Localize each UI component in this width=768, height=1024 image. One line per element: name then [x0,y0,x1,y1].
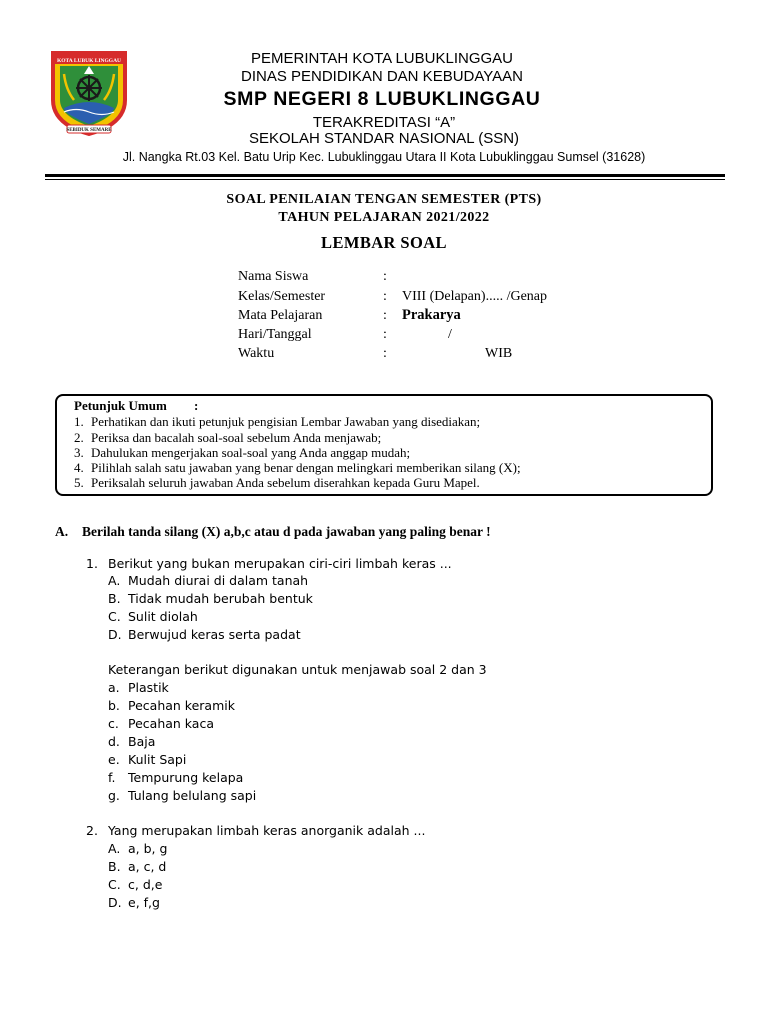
government-line: PEMERINTAH KOTA LUBUKLINGGAU [251,50,513,67]
field-colon: : [383,269,387,284]
field-value-waktu: WIB [485,346,513,361]
reference-key: d. [108,734,120,749]
department-line: DINAS PENDIDIKAN DAN KEBUDAYAAN [240,68,523,85]
option-text: e, f,g [128,895,160,910]
school-name: SMP NEGERI 8 LUBUKLINGGAU [223,88,541,110]
instruction-text: Periksalah seluruh jawaban Anda sebelum diserahkan kepada Guru Mapel. [91,475,480,490]
option-key: B. [108,859,121,874]
reference-text: Kulit Sapi [128,752,187,767]
question-number: 2. [86,823,98,838]
reference-key: e. [108,752,120,767]
option-key: D. [108,895,122,910]
option-key: D. [108,627,122,642]
field-colon: : [383,327,387,342]
field-label-tanggal: Hari/Tanggal [238,327,312,342]
option-key: B. [108,591,121,606]
reference-text: Tempurung kelapa [128,770,244,785]
section-letter: A. [55,524,69,539]
letterhead-divider-thick [45,174,725,177]
option-key: C. [108,609,121,624]
reference-key: a. [108,680,120,695]
instruction-text: Pilihlah salah satu jawaban yang benar dengan melingkari memberikan silang (X); [91,460,521,475]
instruction-text: Periksa dan bacalah soal-soal sebelum Anda menjawab; [91,430,382,445]
field-label-nama: Nama Siswa [238,269,309,284]
option-text: Berwujud keras serta padat [128,627,301,642]
field-colon: : [383,308,387,323]
field-value-kelas: VIII (Delapan)..... /Genap [402,289,547,304]
field-value-tanggal: / [448,327,452,342]
reference-text: Pecahan keramik [128,698,235,713]
instruction-text: Perhatikan dan ikuti petunjuk pengisian Lembar Jawaban yang disediakan; [91,414,481,429]
field-label-kelas: Kelas/Semester [238,289,326,304]
instruction-text: Dahulukan mengerjakan soal-soal yang Anda anggap mudah; [91,445,411,460]
instruction-number: 5. [74,475,84,490]
instruction-number: 3. [74,445,84,460]
option-text: a, c, d [128,859,167,874]
reference-key: b. [108,698,120,713]
option-key: C. [108,877,121,892]
logo-bottom-text: SEBIDUK SEMARE [66,128,112,133]
instructions-heading-colon: : [194,398,199,413]
instruction-number: 1. [74,414,84,429]
sheet-title: LEMBAR SOAL [321,233,447,252]
instruction-number: 2. [74,430,84,445]
reference-text: Pecahan kaca [128,716,215,731]
exam-title: SOAL PENILAIAN TENGAN SEMESTER (PTS) [226,192,542,207]
instruction-number: 4. [74,460,84,475]
section-instruction: Berilah tanda silang (X) a,b,c atau d pada jawaban yang paling benar ! [82,524,491,539]
question-text: Berikut yang bukan merupakan ciri-ciri limbah keras ... [108,556,452,571]
reference-key: f. [108,770,116,785]
reference-intro: Keterangan berikut digunakan untuk menjawab soal 2 dan 3 [108,662,487,677]
reference-text: Tulang belulang sapi [128,788,257,803]
option-text: a, b, g [128,841,168,856]
option-text: c, d,e [128,877,163,892]
option-key: A. [108,573,121,588]
option-text: Tidak mudah berubah bentuk [128,591,313,606]
academic-year: TAHUN PELAJARAN 2021/2022 [278,210,490,225]
school-address: Jl. Nangka Rt.03 Kel. Batu Urip Kec. Lubuklinggau Utara II Kota Lubuklinggau Sumsel (31628) [122,150,646,164]
question-text: Yang merupakan limbah keras anorganik adalah ... [108,823,426,838]
option-text: Sulit diolah [128,609,198,624]
standard-line: SEKOLAH STANDAR NASIONAL (SSN) [248,130,520,147]
instructions-heading: Petunjuk Umum [74,398,167,413]
field-label-mapel: Mata Pelajaran [238,308,323,323]
reference-text: Baja [128,734,156,749]
reference-key: g. [108,788,120,803]
option-key: A. [108,841,121,856]
city-logo-icon [50,50,128,136]
reference-key: c. [108,716,119,731]
question-number: 1. [86,556,98,571]
accreditation-line: TERAKREDITASI “A” [312,114,456,131]
option-text: Mudah diurai di dalam tanah [128,573,309,588]
field-colon: : [383,289,387,304]
field-label-waktu: Waktu [238,346,275,361]
field-colon: : [383,346,387,361]
field-value-mapel: Prakarya [402,307,461,323]
logo-top-text: KOTA LUBUK LINGGAU [56,58,122,64]
reference-text: Plastik [128,680,169,695]
letterhead-divider-thin [45,179,725,180]
